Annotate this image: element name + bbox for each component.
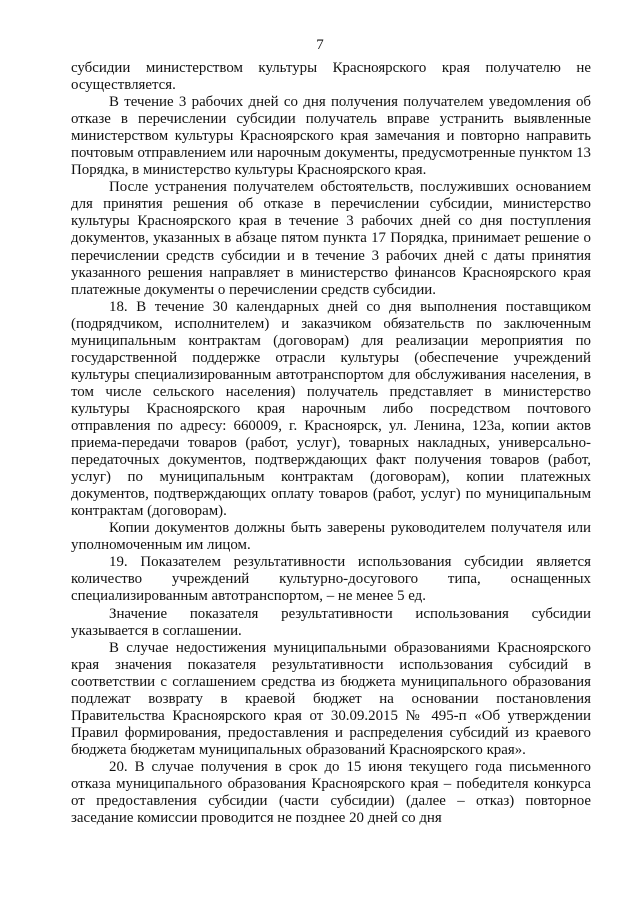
paragraph: Значение показателя результативности использования субсидии указывается в соглашении. [71,605,591,639]
paragraph: После устранения получателем обстоятельств, послуживших основанием для принятия решения об отказе в перечислении субсидии, министерство культуры Красноярского края в течение 3 рабочих дней со дня поступления документов, указанных в абзаце пятом пункта 17 Порядка, принимает решение о перечислении средств субсидии и в течение 3 рабочих дней с даты принятия указанного решения направляет в министерство финансов Красноярского края платежные документы о перечислении средств субсидии. [71,179,591,298]
paragraph: 18. В течение 30 календарных дней со дня выполнения поставщиком (подрядчиком, исполнителем) и заказчиком обязательств по заключенным муниципальным контрактам (договорам) для реализации мероприятия по государственной поддержке отрасли культуры (обеспечение учреждений культуры специализированным автотранспортом для обслуживания населения, в том числе сельского населения) получатель представляет в министерство культуры Красноярского края нарочным либо посредством почтового отправления по адресу: 660009, г. Красноярск, ул. Ленина, 123а, копии актов приема-передачи товаров (работ, услуг), товарных накладных, универсально-передаточных документов, подтверждающих факт получения товаров (работ, услуг) по муниципальным контрактам (договорам), копии платежных документов, подтверждающих оплату товаров (работ, услуг) по муниципальным контрактам (договорам). [71,298,591,520]
paragraph: 19. Показателем результативности использования субсидии является количество учреждений культурно-досугового типа, оснащенных специализированным автотранспортом, – не менее 5 ед. [71,554,591,605]
paragraph: Копии документов должны быть заверены руководителем получателя или уполномоченным им лицом. [71,520,591,554]
paragraph: 20. В случае получения в срок до 15 июня текущего года письменного отказа муниципального образования Красноярского края – победителя конкурса от предоставления субсидии (части субсидии) (далее – отказ) повторное заседание комиссии проводится не позднее 20 дней со дня [71,758,591,827]
document-body [71,60,591,827]
page-number: 7 [316,37,324,53]
paragraph: В случае недостижения муниципальными образованиями Красноярского края значения показателя результативности использования субсидий в соответствии с соглашением средства из бюджета муниципального образования подлежат возврату в краевой бюджет на основании постановления Правительства Красноярского края от 30.09.2015 № 495-п «Об утверждении Правил формирования, предоставления и распределения субсидий из краевого бюджета бюджетам муниципальных образований Красноярского края». [71,639,591,758]
paragraph: субсидии министерством культуры Красноярского края получателю не осуществляется. [71,60,591,94]
paragraph: В течение 3 рабочих дней со дня получения получателем уведомления об отказе в перечислении субсидии получатель вправе устранить выявленные министерством культуры Красноярского края замечания и повторно направить почтовым отправлением или нарочным документы, предусмотренные пунктом 13 Порядка, в министерство культуры Красноярского края. [71,94,591,179]
